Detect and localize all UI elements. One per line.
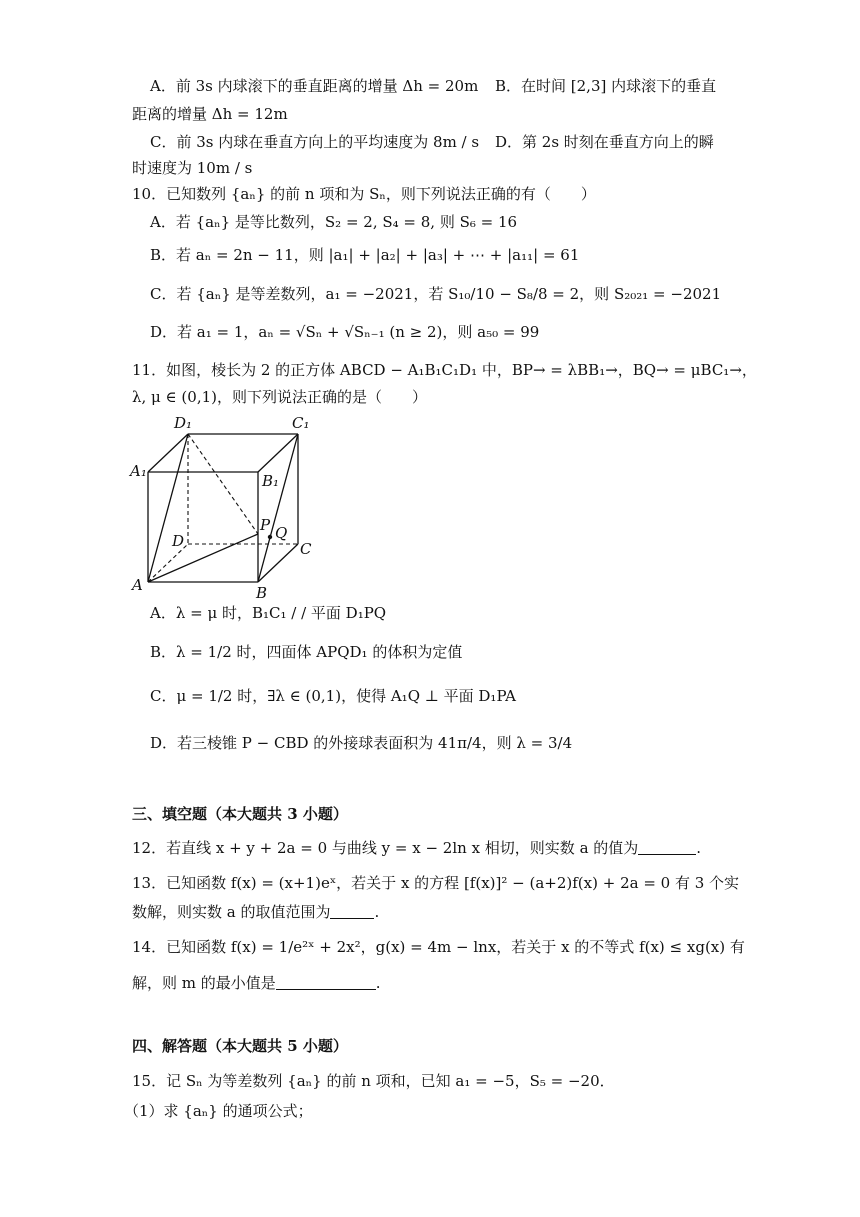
- q9-option-a: A．前 3s 内球滚下的垂直距离的增量 Δh = 20m: [150, 77, 479, 95]
- q14: 14．已知函数 f(x) = 1/e²ˣ + 2x²，g(x) = 4m − lnx，若关于 x 的不等式 f(x) ≤ xg(x) 有: [132, 938, 745, 956]
- segment-ap: [148, 534, 258, 582]
- cube-figure: [128, 412, 328, 602]
- label-a: A: [132, 576, 143, 594]
- edge-b1c1: [258, 434, 298, 472]
- label-d: D: [172, 532, 185, 550]
- section-4-title: 四、解答题（本大题共 5 小题）: [132, 1037, 348, 1055]
- q10-option-d: D．若 a₁ = 1，aₙ = √Sₙ + √Sₙ₋₁ (n ≥ 2)，则 a₅₀ = 99: [150, 323, 540, 341]
- q13-answer-blank[interactable]: [330, 902, 374, 919]
- label-c: C: [300, 540, 312, 558]
- q11-stem-cont: λ, μ ∈ (0,1)，则下列说法正确的是（ ）: [132, 388, 427, 406]
- section-3-title: 三、填空题（本大题共 3 小题）: [132, 805, 348, 823]
- q13: 13．已知函数 f(x) = (x+1)eˣ，若关于 x 的方程 [f(x)]² − (a+2)f(x) + 2a = 0 有 3 个实: [132, 874, 740, 892]
- q13-cont: 数解，则实数 a 的取值范围为 .: [132, 903, 380, 921]
- label-p: P: [260, 516, 271, 534]
- q14-cont: 解，则 m 的最小值是 .: [132, 974, 381, 992]
- q12-text: 12．若直线 x + y + 2a = 0 与曲线 y = x − 2ln x 相切，则实数 a 的值为: [132, 839, 639, 857]
- q14-answer-blank[interactable]: [276, 973, 376, 990]
- label-a1: A₁: [130, 462, 147, 480]
- q13-cont-text: 数解，则实数 a 的取值范围为: [132, 903, 331, 921]
- q10-option-b: B．若 aₙ = 2n − 11，则 |a₁| + |a₂| + |a₃| + ⋯ + |a₁₁| = 61: [150, 246, 580, 264]
- segment-ad1: [148, 434, 188, 582]
- q10-option-a: A．若 {aₙ} 是等比数列，S₂ = 2, S₄ = 8, 则 S₆ = 16: [150, 213, 518, 231]
- q9-option-d-cont: 时速度为 10m / s: [132, 159, 253, 177]
- q12: 12．若直线 x + y + 2a = 0 与曲线 y = x − 2ln x 相切，则实数 a 的值为 .: [132, 839, 702, 857]
- q11-option-b: B．λ = 1/2 时，四面体 APQD₁ 的体积为定值: [150, 643, 463, 661]
- label-q: Q: [275, 524, 288, 542]
- label-b1: B₁: [262, 472, 280, 490]
- q11-option-c: C．μ = 1/2 时，∃λ ∈ (0,1)，使得 A₁Q ⊥ 平面 D₁PA: [150, 687, 516, 705]
- label-c1: C₁: [292, 414, 310, 432]
- edge-a1d1: [148, 434, 188, 472]
- edge-bc: [258, 544, 298, 582]
- q10-option-c: C．若 {aₙ} 是等差数列，a₁ = −2021，若 S₁₀/10 − S₈/8 = 2，则 S₂₀₂₁ = −2021: [150, 285, 722, 303]
- q11-option-d: D．若三棱锥 P − CBD 的外接球表面积为 41π/4，则 λ = 3/4: [150, 734, 573, 752]
- q15-stem: 15．记 Sₙ 为等差数列 {aₙ} 的前 n 项和，已知 a₁ = −5，S₅ = −20．: [132, 1072, 615, 1090]
- q9-option-b: B．在时间 [2,3] 内球滚下的垂直: [495, 77, 717, 95]
- q9-option-d: D．第 2s 时刻在垂直方向上的瞬: [495, 133, 714, 151]
- q10-stem: 10．已知数列 {aₙ} 的前 n 项和为 Sₙ，则下列说法正确的有（ ）: [132, 185, 596, 203]
- edge-bc1: [258, 434, 298, 582]
- label-b: B: [256, 584, 268, 602]
- hidden-segment-d1p: [188, 434, 258, 534]
- q11-option-a: A．λ = μ 时，B₁C₁ / / 平面 D₁PQ: [150, 604, 387, 622]
- q15-part-1: （1）求 {aₙ} 的通项公式；: [124, 1102, 313, 1120]
- q9-option-b-cont: 距离的增量 Δh = 12m: [132, 105, 288, 123]
- point-q: [268, 535, 272, 539]
- q14-cont-text: 解，则 m 的最小值是: [132, 974, 276, 992]
- q9-option-c: C．前 3s 内球在垂直方向上的平均速度为 8m / s: [150, 133, 480, 151]
- q11-stem: 11．如图，棱长为 2 的正方体 ABCD − A₁B₁C₁D₁ 中，BP→ = λBB₁→，BQ→ = μBC₁→，: [132, 361, 757, 379]
- q12-answer-blank[interactable]: [638, 838, 696, 855]
- cube-diagram: [128, 412, 328, 602]
- label-d1: D₁: [174, 414, 193, 432]
